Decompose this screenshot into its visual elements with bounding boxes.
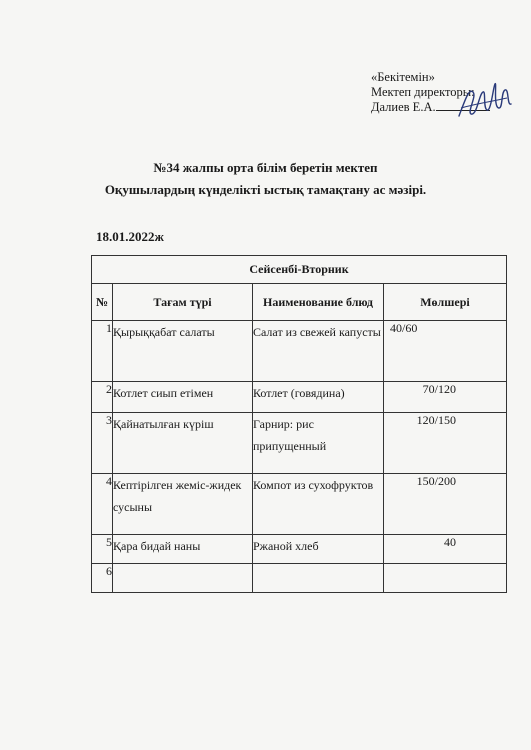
- row-number: 1: [92, 321, 113, 382]
- quantity: 120/150: [384, 413, 507, 474]
- row-number: 3: [92, 413, 113, 474]
- table-row: [92, 413, 507, 474]
- table-row: [92, 535, 507, 564]
- dish-kz: Котлет сиып етімен: [113, 382, 253, 413]
- column-header-row: [92, 284, 507, 321]
- dish-kz: [113, 564, 253, 593]
- approval-heading: «Бекітемін»: [371, 70, 435, 84]
- menu-date: 18.01.2022ж: [96, 229, 164, 244]
- dish-ru: Гарнир: рис припущенный: [253, 413, 384, 474]
- dish-ru: [253, 564, 384, 593]
- director-title: Мектеп директоры:: [371, 85, 475, 99]
- dish-ru: Компот из сухофруктов: [253, 474, 384, 535]
- row-number: 5: [92, 535, 113, 564]
- table-row: [92, 474, 507, 535]
- dish-kz: Қайнатылған күріш: [113, 413, 253, 474]
- col-dish-kz: Тағам түрі: [113, 284, 253, 321]
- dish-kz: Қырыққабат салаты: [113, 321, 253, 382]
- dish-ru: Котлет (говядина): [253, 382, 384, 413]
- quantity: 40: [384, 535, 507, 564]
- quantity: 150/200: [384, 474, 507, 535]
- table-row: [92, 321, 507, 382]
- quantity: 40/60: [384, 321, 507, 382]
- table-row: [92, 382, 507, 413]
- table-row: [92, 564, 507, 593]
- row-number: 6: [92, 564, 113, 593]
- col-dish-ru: Наименование блюд: [253, 284, 384, 321]
- quantity: [384, 564, 507, 593]
- school-name: №34 жалпы орта білім беретін мектеп: [153, 160, 378, 175]
- row-number: 4: [92, 474, 113, 535]
- dish-ru: Ржаной хлеб: [253, 535, 384, 564]
- day-label: Сейсенбі-Вторник: [92, 256, 507, 284]
- dish-kz: Қара бидай наны: [113, 535, 253, 564]
- menu-title: Оқушылардың күнделікті ыстық тамақтану ас мәзірі.: [104, 182, 427, 197]
- director-signature: [455, 78, 515, 128]
- dish-ru: Салат из свежей капусты: [253, 321, 384, 382]
- row-number: 2: [92, 382, 113, 413]
- dish-kz: Кептірілген жеміс-жидек сусыны: [113, 474, 253, 535]
- col-number: №: [92, 284, 113, 321]
- director-name: Далиев Е.А.: [371, 100, 490, 115]
- quantity: 70/120: [384, 382, 507, 413]
- menu-table: [91, 255, 507, 593]
- col-quantity: Мөлшері: [384, 284, 507, 321]
- day-header-row: [92, 256, 507, 284]
